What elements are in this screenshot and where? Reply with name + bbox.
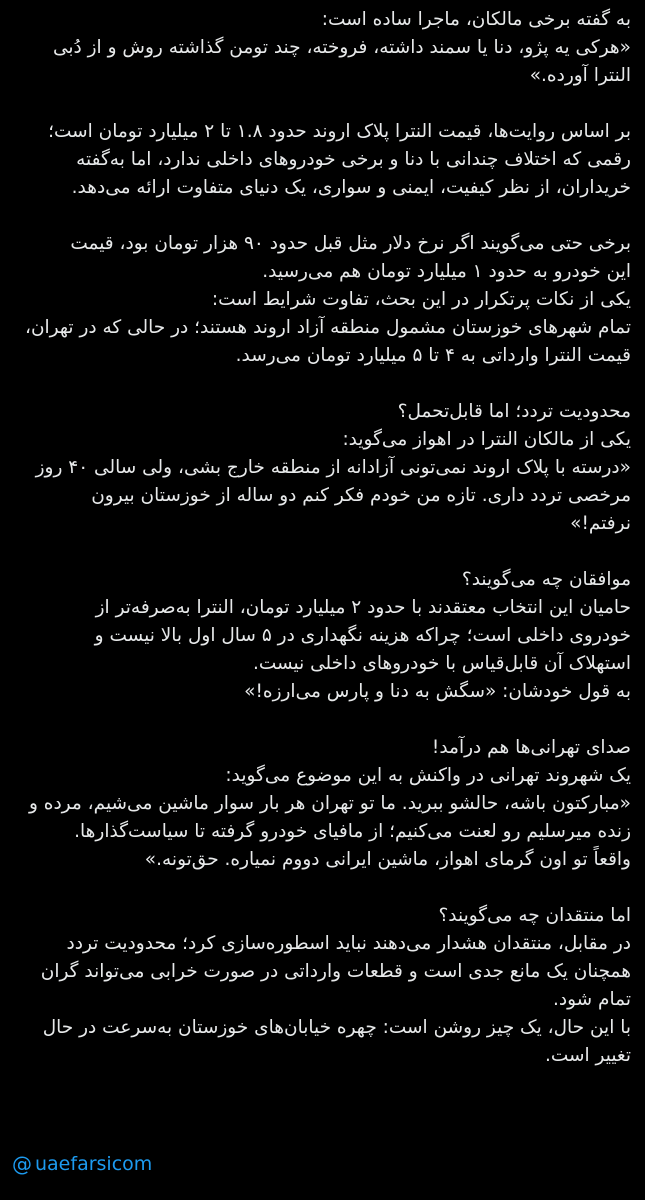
text-line: تغییر است. [544,1045,631,1066]
text-line: به قول خودشان: «سگش به دنا و پارس می‌ارزه!» [244,681,631,702]
section-heading: موافقان چه می‌گویند؟ [461,569,631,590]
text-line: تمام شهرهای خوزستان مشمول منطقه آزاد اروند هستند؛ در حالی که در تهران، [24,317,631,338]
text-line: خریداران، از نظر کیفیت، ایمنی و سواری، یک دنیای متفاوت ارائه می‌دهد. [71,177,631,198]
section-heading: صدای تهرانی‌ها هم درآمد! [431,737,631,758]
paragraph-critics [10,902,631,1070]
text-line: با این حال، یک چیز روشن است: چهره خیابان‌های خوزستان به‌سرعت در حال [42,1017,631,1038]
text-line: رقمی که اختلاف چندانی با دنا و برخی خودروهای داخلی ندارد، اما به‌گفته [76,149,631,170]
paragraph-tehran-voices [10,734,631,874]
account-handle: uaefarsicom [35,1153,153,1175]
text-line: برخی حتی می‌گویند اگر نرخ دلار مثل قبل حدود ۹۰ هزار تومان بود، قیمت [70,233,631,254]
text-line: در مقابل، منتقدان هشدار می‌دهند نباید اسطوره‌سازی کرد؛ محدودیت تردد [66,933,631,954]
text-line: «هرکی یه پژو، دنا یا سمند داشته، فروخته، چند تومن گذاشته روش و از دُبی [52,37,631,58]
text-line: مرخصی تردد داری. تازه من خودم فکر کنم دو ساله از خوزستان بیرون [91,485,631,506]
text-line: نرفتم!» [570,513,631,534]
text-line: بر اساس روایت‌ها، قیمت النترا پلاک اروند حدود ۱.۸ تا ۲ میلیارد تومان است؛ [48,121,631,142]
account-handle-link[interactable] [12,1152,152,1176]
text-line: به گفته برخی مالکان، ماجرا ساده است: [321,9,631,30]
paragraph-dollar-rate [10,230,631,370]
text-line: «درسته با پلاک اروند نمی‌تونی آزادانه از منطقه خارج بشی، ولی سالی ۴۰ روز [35,457,631,478]
text-line: یک شهروند تهرانی در واکنش به این موضوع می‌گوید: [225,765,631,786]
text-line: تمام شود. [553,989,631,1010]
text-line: یکی از مالکان النترا در اهواز می‌گوید: [342,429,631,450]
at-icon: @ [12,1152,32,1176]
text-line: همچنان یک مانع جدی است و قطعات وارداتی در صورت خرابی می‌تواند گران [40,961,631,982]
text-line: «مبارکتون باشه، حالشو ببرید. ما تو تهران هر بار سوار ماشین می‌شیم، مرده و [28,793,631,814]
paragraph-price [10,118,631,202]
paragraph-traffic-limit [10,398,631,538]
text-line: حامیان این انتخاب معتقدند با حدود ۲ میلیارد تومان، النترا به‌صرفه‌تر از [95,597,631,618]
paragraph-supporters [10,566,631,706]
text-line: این خودرو به حدود ۱ میلیارد تومان هم می‌رسید. [262,261,631,282]
text-line: واقعاً تو اون گرمای اهواز، ماشین ایرانی دووم نمیاره. حق‌تونه.» [144,849,631,870]
text-line: زنده میرسلیم رو لعنت می‌کنیم؛ از مافیای خودرو گرفته تا سیاست‌گذارها. [74,821,631,842]
text-line: استهلاک آن قابل‌قیاس با خودروهای داخلی نیست. [252,653,631,674]
text-line: قیمت النترا وارداتی به ۴ تا ۵ میلیارد تومان می‌رسد. [235,345,631,366]
text-line: النترا آورده.» [529,65,631,86]
text-line: یکی از نکات پرتکرار در این بحث، تفاوت شرایط است: [211,289,631,310]
text-line: خودروی داخلی است؛ چراکه هزینه نگهداری در ۵ سال اول بالا نیست و [94,625,631,646]
section-heading: محدودیت تردد؛ اما قابل‌تحمل؟ [397,401,631,422]
section-heading: اما منتقدان چه می‌گویند؟ [438,905,631,926]
paragraph-intro [10,6,631,90]
article-body [10,6,631,1098]
